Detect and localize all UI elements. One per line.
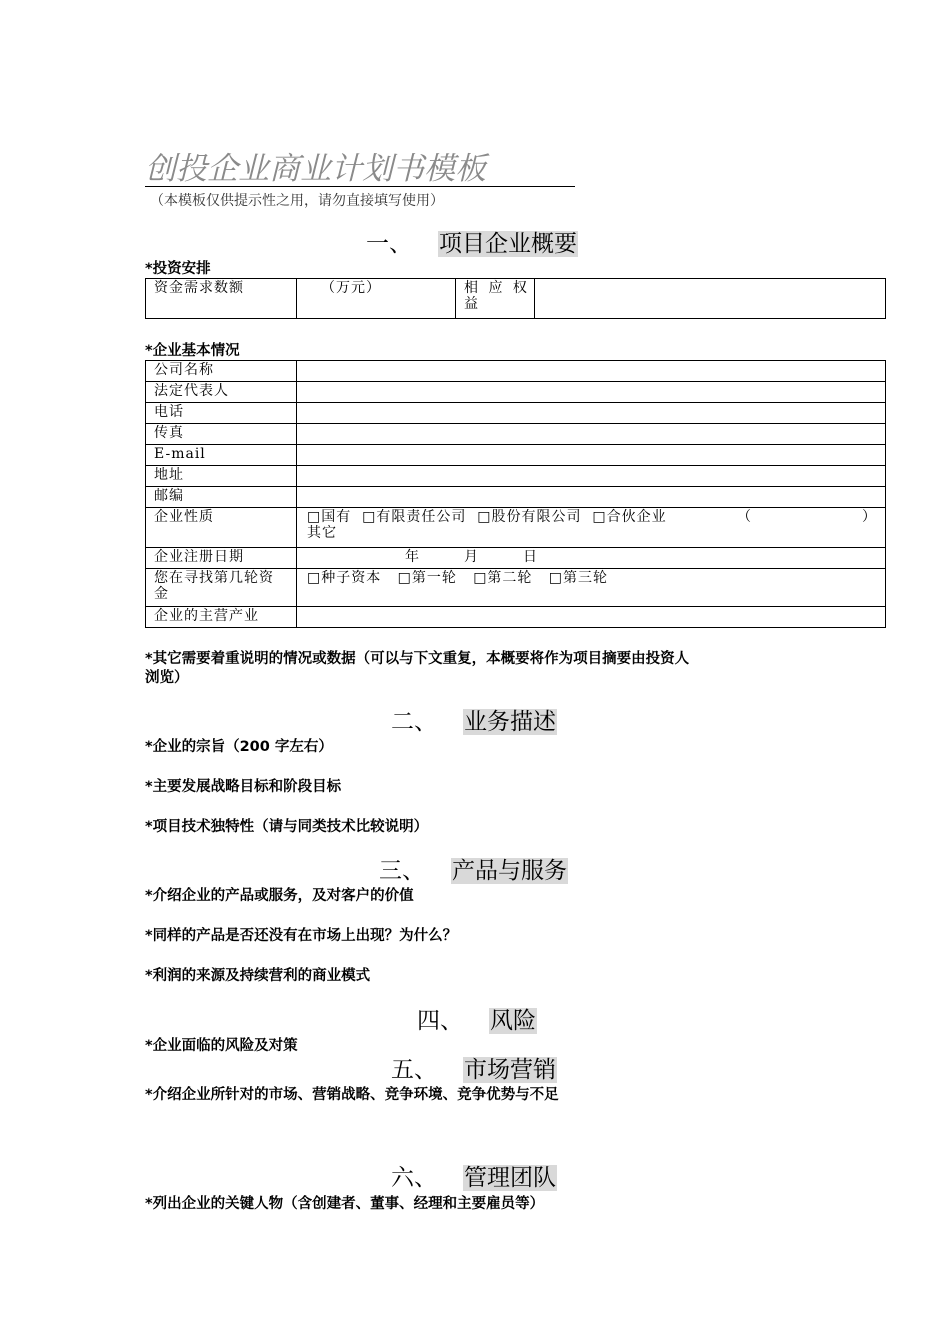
document-title: 创投企业商业计划书模板 [145, 152, 575, 187]
table-row [146, 569, 886, 607]
email-cell[interactable] [297, 445, 886, 466]
round-label-line1: 您在寻找第几轮资 [154, 570, 274, 586]
note-other-line1: *其它需要着重说明的情况或数据（可以与下文重复，本概要将作为项目摘要由投资人 [145, 651, 690, 667]
table-row [146, 361, 886, 382]
phone-cell[interactable] [297, 403, 886, 424]
round-label [146, 569, 297, 607]
note-products: *介绍企业的产品或服务，及对客户的价值 [145, 888, 414, 904]
address-label: 地址 [146, 466, 297, 487]
month-label: 月 [464, 549, 479, 565]
section-heading-2 [391, 707, 557, 737]
company-name-label: 公司名称 [146, 361, 297, 382]
note-tech: *项目技术独特性（请与同类技术比较说明） [145, 819, 429, 835]
address-cell[interactable] [297, 466, 886, 487]
postcode-label: 邮编 [146, 487, 297, 508]
section-heading-5 [391, 1055, 557, 1085]
table-row [146, 508, 886, 548]
section-name: 管理团队 [464, 1165, 556, 1191]
funding-need-label: 资金需求数额 [146, 279, 297, 319]
basic-info-label: *企业基本情况 [145, 343, 240, 359]
legal-rep-cell[interactable] [297, 382, 886, 403]
postcode-cell[interactable] [297, 487, 886, 508]
document-subtitle: （本模板仅供提示性之用，请勿直接填写使用） [150, 193, 444, 209]
section-heading-3 [379, 856, 568, 886]
email-label: E-mail [146, 445, 297, 466]
table-row [146, 466, 886, 487]
fax-label: 传真 [146, 424, 297, 445]
funding-unit: （万元） [297, 279, 456, 319]
equity-value-cell[interactable] [535, 279, 886, 319]
section-name: 风险 [490, 1008, 536, 1034]
checkbox-state-owned[interactable]: □国有 [307, 509, 352, 525]
section-name: 市场营销 [464, 1057, 556, 1083]
equity-label-line1: 相 应 权 [464, 280, 530, 296]
section-heading-1 [366, 229, 578, 259]
section-number: 六、 [391, 1165, 437, 1191]
section-number: 三、 [379, 858, 425, 884]
note-profit: *利润的来源及持续营利的商业模式 [145, 968, 371, 984]
investment-label: *投资安排 [145, 261, 211, 277]
nature-label: 企业性质 [146, 508, 297, 548]
section-name: 项目企业概要 [439, 231, 577, 257]
section-number: 四、 [417, 1008, 463, 1034]
table-row [146, 424, 886, 445]
section-number: 五、 [391, 1057, 437, 1083]
note-team: *列出企业的关键人物（含创建者、董事、经理和主要雇员等） [145, 1196, 545, 1212]
investment-table [145, 278, 886, 319]
note-market-exist: *同样的产品是否还没有在市场上出现？为什么？ [145, 928, 458, 944]
note-purpose: *企业的宗旨（200 字左右） [145, 739, 333, 755]
paren-close: ） [862, 509, 877, 525]
basic-info-table [145, 360, 886, 628]
main-industry-cell[interactable] [297, 607, 886, 628]
checkbox-third-round[interactable]: □第三轮 [548, 570, 609, 586]
section-name: 产品与服务 [452, 858, 567, 884]
checkbox-seed[interactable]: □种子资本 [307, 570, 382, 586]
section-heading-6 [391, 1163, 557, 1193]
equity-label [456, 279, 535, 319]
table-row [146, 403, 886, 424]
fax-cell[interactable] [297, 424, 886, 445]
checkbox-first-round[interactable]: □第一轮 [397, 570, 457, 586]
legal-rep-label: 法定代表人 [146, 382, 297, 403]
section-number: 二、 [391, 709, 437, 735]
table-row [146, 382, 886, 403]
round-label-line2: 金 [154, 586, 169, 602]
checkbox-llc[interactable]: □有限责任公司 [362, 509, 467, 525]
day-label: 日 [523, 549, 538, 565]
paren-open: （ [737, 509, 752, 525]
reg-date-label: 企业注册日期 [146, 548, 297, 569]
section-heading-4 [417, 1006, 537, 1036]
table-row [146, 548, 886, 569]
equity-label-line2: 益 [464, 296, 481, 312]
company-name-cell[interactable] [297, 361, 886, 382]
note-risk: *企业面临的风险及对策 [145, 1038, 298, 1054]
note-marketing: *介绍企业所针对的市场、营销战略、竞争环境、竞争优势与不足 [145, 1087, 559, 1103]
table-row [146, 607, 886, 628]
reg-date-cell[interactable] [297, 548, 886, 569]
main-industry-label: 企业的主营产业 [146, 607, 297, 628]
year-label: 年 [405, 549, 420, 565]
note-other-line2: 浏览） [145, 670, 189, 686]
checkbox-partnership[interactable]: □合伙企业 [592, 509, 667, 525]
phone-label: 电话 [146, 403, 297, 424]
round-options [297, 569, 886, 607]
table-row [146, 445, 886, 466]
nature-other: 其它 [307, 525, 337, 541]
checkbox-second-round[interactable]: □第二轮 [473, 570, 533, 586]
checkbox-joint-stock[interactable]: □股份有限公司 [477, 509, 582, 525]
table-row [146, 487, 886, 508]
note-strategy: *主要发展战略目标和阶段目标 [145, 779, 342, 795]
section-number: 一、 [366, 231, 412, 257]
nature-options [297, 508, 886, 548]
section-name: 业务描述 [464, 709, 556, 735]
